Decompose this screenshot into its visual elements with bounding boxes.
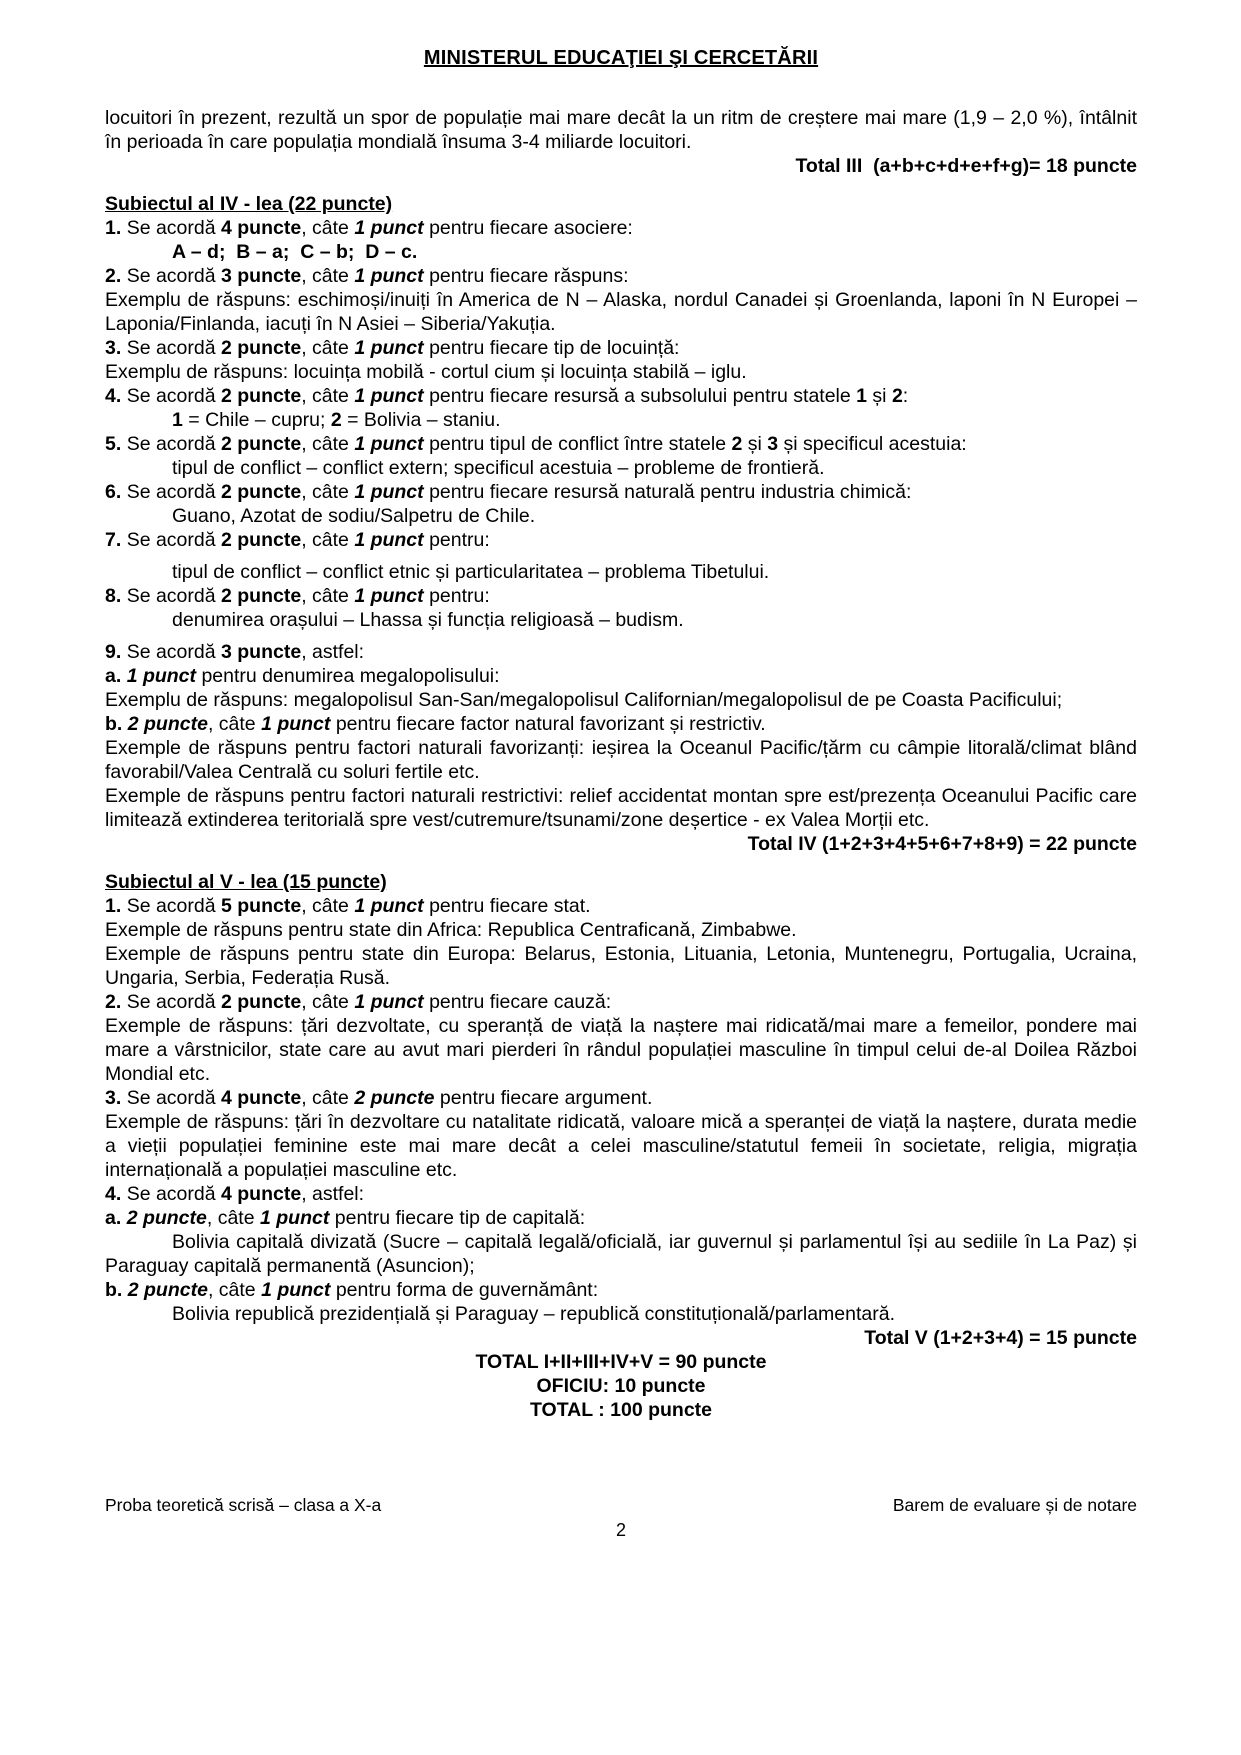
text-segment: Exemple de răspuns: țări dezvoltate, cu speranță de viață la naștere mai ridicată/mai mare a femeilor, pondere mai mare a vârstnicilor, state care au avut mari pierderi în rândul populației masculine în timpul celui de-al Doilea Război Mondial etc.	[105, 1015, 1143, 1085]
text-segment: 2 puncte	[221, 433, 302, 455]
text-segment: 4 puncte	[221, 217, 302, 239]
text-segment: 1 punct	[261, 1279, 331, 1301]
text-segment: 1 punct	[354, 337, 424, 359]
text-segment: pentru fiecare cauză:	[423, 991, 612, 1013]
text-segment: 8.	[105, 585, 127, 607]
text-segment: pentru:	[423, 585, 490, 607]
text-segment: OFICIU: 10 puncte	[536, 1375, 706, 1397]
text-segment: Guano, Azotat de sodiu/Salpetru de Chile.	[172, 505, 536, 527]
text-segment: 7.	[105, 529, 127, 551]
text-line	[105, 688, 1137, 712]
text-line	[105, 1206, 1137, 1230]
text-segment: 1.	[105, 895, 127, 917]
text-segment: , câte	[301, 895, 355, 917]
text-segment: 1 punct	[354, 481, 424, 503]
text-segment: pentru fiecare răspuns:	[423, 265, 629, 287]
text-segment: 1 punct	[126, 665, 197, 687]
text-segment: Subiectul al IV - lea (22 puncte)	[105, 193, 393, 215]
text-segment: 1 punct	[354, 529, 424, 551]
text-segment: Exemple de răspuns pentru factori naturali restrictivi: relief accidentat montan spre est/prezența Oceanului Pacific care limitează extinderea teritorială spre vest/cutremure/tsunami/zone deșertice - ex Valea Morții etc.	[105, 785, 1143, 831]
text-segment: pentru:	[423, 529, 490, 551]
text-segment: 1 punct	[260, 1207, 330, 1229]
text-line	[105, 154, 1137, 178]
text-segment: 1	[856, 385, 868, 407]
text-segment: 3 puncte	[221, 641, 302, 663]
text-segment: 2	[891, 385, 903, 407]
text-segment: , câte	[301, 433, 355, 455]
text-line	[105, 640, 1137, 664]
text-segment: 2 puncte	[221, 385, 302, 407]
text-segment: 1.	[105, 217, 127, 239]
text-segment: 4.	[105, 1183, 127, 1205]
text-line	[105, 106, 1143, 154]
text-segment: Bolivia republică prezidențială și Paraguay – republică constituțională/parlamentară.	[172, 1303, 896, 1325]
ministry-title: MINISTERUL EDUCAŢIEI ŞI CERCETĂRII	[423, 47, 819, 69]
text-segment: 2 puncte	[221, 585, 302, 607]
text-segment: 3.	[105, 1087, 127, 1109]
text-line	[105, 384, 1137, 408]
text-line	[105, 360, 1137, 384]
text-line	[105, 1278, 1137, 1302]
text-segment: , câte	[301, 385, 355, 407]
text-line	[105, 942, 1143, 990]
text-segment: Se acordă	[126, 641, 221, 663]
text-line	[105, 584, 1137, 608]
text-segment: 2 puncte	[127, 713, 208, 735]
text-segment: a.	[105, 1207, 127, 1229]
text-segment: pentru fiecare factor natural favorizant și restrictiv.	[330, 713, 766, 735]
text-segment: Se acordă	[126, 385, 221, 407]
text-segment: pentru fiecare resursă naturală pentru industria chimică:	[423, 481, 912, 503]
footer-barem-label: Barem de evaluare și de notare	[892, 1495, 1137, 1515]
text-segment: = Bolivia – staniu.	[341, 409, 501, 431]
text-segment: tipul de conflict – conflict extern; specificul acestuia – probleme de frontieră.	[172, 457, 825, 479]
text-segment: , câte	[207, 713, 262, 735]
text-segment: Exemplu de răspuns: locuința mobilă - cortul cium și locuința stabilă – iglu.	[105, 361, 747, 383]
text-segment: Exemplu de răspuns: megalopolisul San-San/megalopolisul Californian/megalopolisul de pe Coasta Pacificului;	[105, 689, 1063, 711]
text-segment: 1 punct	[354, 217, 424, 239]
text-segment: , câte	[207, 1279, 262, 1301]
text-segment: 3	[767, 433, 779, 455]
text-segment: b.	[105, 713, 128, 735]
text-segment: 2 puncte	[221, 991, 302, 1013]
text-segment: 2 puncte	[221, 529, 302, 551]
text-line	[105, 504, 1137, 528]
text-line	[105, 528, 1137, 552]
text-line	[105, 264, 1137, 288]
text-line	[105, 1302, 1137, 1326]
footer-exam-label: Proba teoretică scrisă – clasa a X-a	[105, 1495, 382, 1515]
text-segment: pentru fiecare stat.	[423, 895, 591, 917]
text-segment: locuitori în prezent, rezultă un spor de populație mai mare decât la un ritm de creștere mai mare (1,9 – 2,0 %), întâlnit în perioada în care populația mondială însuma 3-4 miliarde locuitori.	[105, 107, 1143, 153]
text-line	[105, 240, 1137, 264]
text-segment: Se acordă	[126, 1183, 221, 1205]
text-segment: 9.	[105, 641, 127, 663]
text-line	[105, 1398, 1137, 1422]
page-header	[105, 46, 1137, 70]
text-segment: 5 puncte	[221, 895, 302, 917]
text-line	[105, 990, 1137, 1014]
section-heading	[105, 192, 1137, 216]
text-segment: Exemplu de răspuns: eschimoși/inuiți în America de N – Alaska, nordul Canadei și Groenlanda, laponi în N Europei – Laponia/Finlanda, iacuți în N Asiei – Siberia/Yakuția.	[105, 289, 1143, 335]
text-segment: Se acordă	[126, 529, 221, 551]
text-line	[105, 918, 1137, 942]
document-body	[105, 106, 1143, 1422]
text-line	[105, 784, 1143, 832]
text-line	[105, 560, 1137, 584]
text-line	[105, 664, 1137, 688]
text-segment: , câte	[301, 337, 355, 359]
text-segment: Se acordă	[126, 895, 221, 917]
text-segment: :	[902, 385, 909, 407]
text-segment: Exemple de răspuns pentru state din Europa: Belarus, Estonia, Lituania, Letonia, Muntenegru, Portugalia, Ucraina, Ungaria, Serbia, Federația Rusă.	[105, 943, 1143, 989]
text-segment: Se acordă	[126, 1087, 221, 1109]
text-segment: pentru fiecare tip de locuință:	[423, 337, 680, 359]
text-segment: 1 punct	[354, 895, 424, 917]
text-segment: 1	[172, 409, 183, 431]
text-segment: 1 punct	[354, 265, 424, 287]
text-segment: , astfel:	[301, 1183, 365, 1205]
text-line	[105, 1086, 1137, 1110]
text-segment: , câte	[206, 1207, 260, 1229]
text-line	[105, 432, 1137, 456]
text-segment: Se acordă	[126, 991, 221, 1013]
text-segment: Exemple de răspuns pentru state din Africa: Republica Centraficană, Zimbabwe.	[105, 919, 797, 941]
text-segment: Se acordă	[126, 481, 221, 503]
text-segment: Se acordă	[126, 265, 221, 287]
text-segment: și	[867, 385, 892, 407]
text-line	[105, 1014, 1143, 1086]
text-segment: TOTAL I+II+III+IV+V = 90 puncte	[475, 1351, 767, 1373]
text-line	[105, 216, 1137, 240]
text-segment: A – d; B – a; C – b; D – c.	[172, 241, 418, 263]
text-segment: 2.	[105, 991, 127, 1013]
text-line	[105, 408, 1137, 432]
text-segment: , câte	[301, 991, 355, 1013]
text-segment: 3 puncte	[221, 265, 302, 287]
text-segment: , câte	[301, 529, 355, 551]
text-segment: pentru forma de guvernământ:	[330, 1279, 599, 1301]
text-segment: Exemple de răspuns: țări în dezvoltare cu natalitate ridicată, valoare mică a speranței de viață la naștere, durata medie a vieții populației feminine este mai mare decât a celei masculine/statutul femeii în societate, religia, migrația internațională a populației masculine etc.	[105, 1111, 1143, 1181]
text-segment: Se acordă	[126, 585, 221, 607]
text-segment: Total V (1+2+3+4) = 15 puncte	[864, 1327, 1137, 1349]
text-segment: pentru fiecare asociere:	[423, 217, 633, 239]
text-segment: Subiectul al V - lea (15 puncte)	[105, 871, 387, 893]
text-line	[105, 1230, 1143, 1278]
text-line	[105, 1110, 1143, 1182]
text-segment: = Chile – cupru;	[182, 409, 331, 431]
text-segment: Se acordă	[126, 217, 221, 239]
text-segment: a.	[105, 665, 127, 687]
text-segment: 4 puncte	[221, 1183, 302, 1205]
text-segment: 2 puncte	[221, 481, 302, 503]
text-segment: pentru fiecare tip de capitală:	[329, 1207, 586, 1229]
text-segment: 2.	[105, 265, 127, 287]
text-line	[105, 288, 1143, 336]
text-segment: 4 puncte	[221, 1087, 302, 1109]
text-segment: Se acordă	[126, 433, 221, 455]
text-line	[105, 1326, 1137, 1350]
text-line	[105, 712, 1137, 736]
text-segment: pentru fiecare argument.	[434, 1087, 653, 1109]
text-segment: 1 punct	[261, 713, 331, 735]
text-segment: Bolivia capitală divizată (Sucre – capitală legală/oficială, iar guvernul și parlamentul își au sediile în La Paz) și Paraguay capitală permanentă (Asuncion);	[105, 1231, 1143, 1277]
text-segment: 1 punct	[354, 433, 424, 455]
text-segment: 5.	[105, 433, 127, 455]
text-segment: 2 puncte	[221, 337, 302, 359]
text-line	[105, 894, 1137, 918]
text-line	[105, 1350, 1137, 1374]
text-line	[105, 480, 1137, 504]
text-line	[105, 336, 1137, 360]
text-line	[105, 608, 1137, 632]
text-segment: pentru tipul de conflict între statele	[423, 433, 732, 455]
text-line	[105, 1182, 1137, 1206]
text-segment: Total IV (1+2+3+4+5+6+7+8+9) = 22 puncte	[747, 833, 1137, 855]
text-segment: 6.	[105, 481, 127, 503]
text-segment: , câte	[301, 585, 355, 607]
text-segment: 2	[330, 409, 342, 431]
text-segment: 1 punct	[354, 991, 424, 1013]
text-line	[105, 456, 1137, 480]
footer-row	[105, 1494, 1137, 1516]
text-segment: denumirea orașului – Lhassa și funcția religioasă – budism.	[172, 609, 684, 631]
text-segment: și specificul acestuia:	[778, 433, 967, 455]
text-segment: 4.	[105, 385, 127, 407]
text-segment: , astfel:	[301, 641, 365, 663]
text-line	[105, 736, 1143, 784]
text-line	[105, 832, 1137, 856]
text-segment: , câte	[301, 1087, 355, 1109]
text-segment: pentru fiecare resursă a subsolului pentru statele	[423, 385, 857, 407]
text-segment: , câte	[301, 217, 355, 239]
text-segment: , câte	[301, 481, 355, 503]
text-segment: 2 puncte	[126, 1207, 207, 1229]
text-segment: 2 puncte	[127, 1279, 208, 1301]
text-segment: 3.	[105, 337, 127, 359]
text-segment: tipul de conflict – conflict etnic și particularitatea – problema Tibetului.	[172, 561, 770, 583]
section-heading	[105, 870, 1137, 894]
text-segment: Se acordă	[126, 337, 221, 359]
page-number: 2	[615, 1520, 626, 1540]
text-segment: 1 punct	[354, 385, 424, 407]
text-line	[105, 1374, 1137, 1398]
text-segment: Total III (a+b+c+d+e+f+g)= 18 puncte	[795, 155, 1137, 177]
page-footer	[105, 1494, 1137, 1541]
text-segment: Exemple de răspuns pentru factori naturali favorizanți: ieșirea la Oceanul Pacific/țărm cu câmpie litorală/climat blând favorabil/Valea Centrală cu soluri fertile etc.	[105, 737, 1143, 783]
text-segment: 2	[731, 433, 743, 455]
text-segment: pentru denumirea megalopolisului:	[196, 665, 500, 687]
text-segment: și	[742, 433, 768, 455]
text-segment: b.	[105, 1279, 128, 1301]
text-segment: 2 puncte	[354, 1087, 435, 1109]
text-segment: TOTAL : 100 puncte	[529, 1399, 713, 1421]
text-segment: , câte	[301, 265, 355, 287]
text-segment: 1 punct	[354, 585, 424, 607]
